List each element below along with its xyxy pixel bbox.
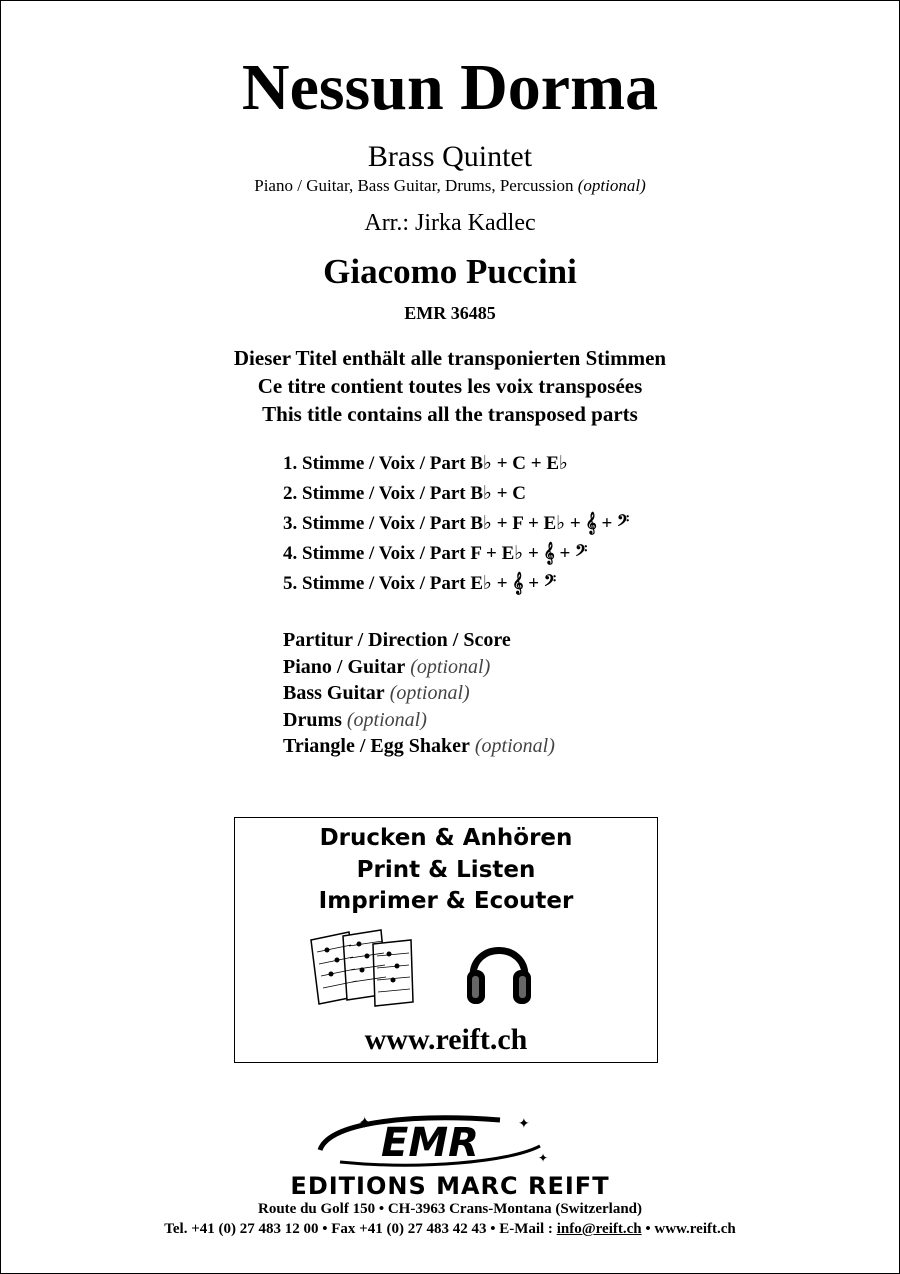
part-item: 1. Stimme / Voix / Part B♭ + C + E♭: [283, 453, 568, 474]
instrument-list-main: Piano / Guitar, Bass Guitar, Drums, Percussion: [254, 176, 574, 195]
promo-line-french: Imprimer & Ecouter: [318, 888, 574, 914]
catalog-number: EMR 36485: [404, 303, 496, 323]
note-french: Ce titre contient toutes les voix transposées: [257, 374, 643, 398]
instrument-list-optional: (optional): [577, 176, 646, 195]
extra-optional: (optional): [346, 708, 427, 731]
extra-name: Triangle / Egg Shaker: [283, 735, 470, 757]
extra-item: [283, 680, 555, 707]
contact-prefix: Tel. +41 (0) 27 483 12 00 • Fax +41 (0) 27 483 42 43 • E-Mail :: [164, 1221, 557, 1237]
extra-name: Piano / Guitar: [283, 655, 406, 678]
parts-list: [283, 449, 629, 599]
svg-text:✦: ✦: [358, 1115, 372, 1132]
publisher-address: Route du Golf 150 • CH-3963 Crans-Montana (Switzerland): [258, 1201, 642, 1217]
promo-line-german: Drucken & Anhören: [319, 825, 573, 851]
part-item: 3. Stimme / Voix / Part B♭ + F + E♭ + 𝄞 + 𝄢: [283, 513, 630, 534]
sheet-music-icon: [307, 926, 419, 1008]
page-title: Nessun Dorma: [241, 51, 659, 124]
headphones-icon: [463, 928, 535, 1010]
extra-item: [283, 654, 555, 681]
extra-name: Partitur / Direction / Score: [283, 629, 511, 651]
extra-item: [283, 733, 555, 760]
extra-item: [283, 707, 555, 734]
part-item: 2. Stimme / Voix / Part B♭ + C: [283, 483, 527, 504]
emr-logo: [300, 1110, 560, 1172]
svg-text:✦: ✦: [538, 1151, 549, 1165]
publisher-name: EDITIONS MARC REIFT: [290, 1172, 610, 1200]
instrument-list: [0, 176, 900, 196]
extra-optional: (optional): [474, 735, 555, 757]
ensemble-subtitle: Brass Quintet: [367, 140, 533, 173]
contact-suffix: • www.reift.ch: [641, 1221, 736, 1237]
note-english: This title contains all the transposed parts: [262, 402, 638, 426]
print-listen-box: [234, 817, 658, 1063]
extra-optional: (optional): [410, 655, 491, 678]
email-link[interactable]: info@reift.ch: [556, 1221, 642, 1237]
part-item: 5. Stimme / Voix / Part E♭ + 𝄞 + 𝄢: [283, 573, 557, 594]
extra-item: [283, 627, 555, 654]
logo-text: EMR: [381, 1120, 479, 1166]
extras-list: [283, 627, 555, 760]
promo-line-english: Print & Listen: [356, 857, 536, 883]
part-item: 4. Stimme / Voix / Part F + E♭ + 𝄞 + 𝄢: [283, 543, 588, 564]
extra-name: Drums: [283, 708, 342, 731]
svg-text:✦: ✦: [518, 1117, 530, 1132]
publisher-contact: [0, 1220, 900, 1238]
website-link[interactable]: www.reift.ch: [364, 1023, 528, 1056]
extra-name: Bass Guitar: [283, 682, 385, 704]
extra-optional: (optional): [389, 682, 470, 704]
note-german: Dieser Titel enthält alle transponierten Stimmen: [233, 346, 667, 370]
composer: Giacomo Puccini: [323, 252, 577, 291]
arranger: Arr.: Jirka Kadlec: [364, 210, 536, 236]
